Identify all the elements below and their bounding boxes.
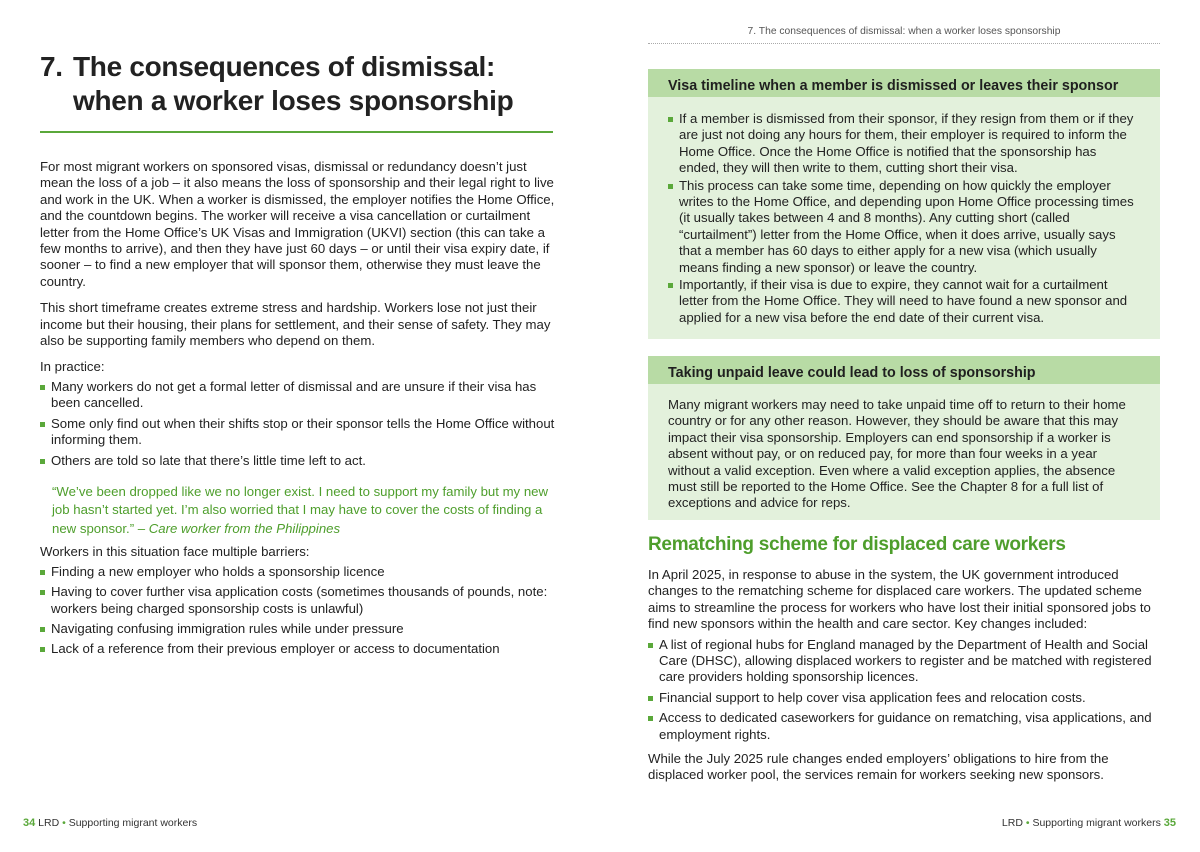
list-item: Lack of a reference from their previous employer or access to documentation	[40, 641, 555, 657]
section-title: Rematching scheme for displaced care workers	[648, 534, 1066, 555]
timeline-list	[668, 111, 1140, 326]
title-divider	[40, 131, 553, 133]
quote-text: “We’ve been dropped like we no longer exist. I need to support my family but my new job hasn’t started yet. I’m also worried that I may have to cover the costs of finding a new sponsor.” –	[52, 483, 549, 536]
list-item: Importantly, if their visa is due to expire, they cannot wait for a curtailment letter from the Home Office. They will need to have found a new sponsor and applied for a new visa before the end date of their current visa.	[668, 277, 1140, 326]
running-head-divider	[648, 43, 1160, 44]
chapter-number: 7.	[40, 51, 63, 82]
barriers-list	[40, 564, 555, 658]
list-item: Finding a new employer who holds a sponsorship licence	[40, 564, 555, 580]
left-column	[40, 159, 555, 662]
chapter-title	[40, 50, 552, 118]
list-item: Some only find out when their shifts stop or their sponsor tells the Home Office without informing them.	[40, 416, 555, 449]
footer-publication: Supporting migrant workers	[68, 817, 198, 829]
section-intro: In April 2025, in response to abuse in the system, the UK government introduced changes to the rematching scheme for displaced care workers. The updated scheme aims to streamline the process for workers who have lost their initial sponsored jobs to find new sponsors within the health and care sector. Key changes included:	[648, 567, 1151, 632]
footer-publisher: LRD	[38, 817, 60, 829]
list-item: Many workers do not get a formal letter of dismissal and are unsure if their visa has been cancelled.	[40, 379, 555, 412]
list-item: A list of regional hubs for England managed by the Department of Health and Social Care (DHSC), allowing displaced workers to register and be matched with registered care providers holding sponsorship licences.	[648, 637, 1163, 686]
intro-paragraph: For most migrant workers on sponsored visas, dismissal or redundancy doesn’t just mean the loss of a job – it also means the loss of sponsorship and their legal right to live and work in the UK. When a worker is dismissed, the employer notifies the Home Office, and the countdown begins. The worker will receive a visa cancellation or curtailment letter from the Home Office’s UK Visas and Immigration (UKVI) section (this can take a few months to arrive), and then they have just 60 days – or until their visa expiry date, if sooner – to find a new employer that will sponsor them, otherwise they must leave the country.	[40, 159, 555, 289]
list-item: Navigating confusing immigration rules while under pressure	[40, 621, 555, 637]
right-footer	[1002, 817, 1176, 829]
box-body: Many migrant workers may need to take unpaid time off to return to their home country or for any other reason. However, they should be aware that this may impact their visa sponsorship. Employers can end sponsorship if a worker is absent without pay, or on reduced pay, for more than four weeks in a year without a valid exception. Even where a valid exception applies, the absence must still be reported to the Home Office. See the Chapter 8 for a full list of exceptions and advice for reps.	[668, 397, 1126, 511]
box-body	[648, 97, 1160, 337]
footer-publisher: LRD	[1001, 817, 1023, 829]
list-item: Others are told so late that there’s little time left to act.	[40, 453, 555, 469]
page-number: 35	[1163, 817, 1176, 829]
section-outro: While the July 2025 rule changes ended employers’ obligations to hire from the displaced worker pool, the services remain for workers seeking new sponsors.	[648, 751, 1109, 783]
footer-bullet: •	[62, 817, 66, 829]
footer-bullet: •	[1025, 817, 1030, 829]
key-changes-list	[648, 637, 1163, 743]
box-title: Visa timeline when a member is dismissed or leaves their sponsor	[648, 69, 1160, 97]
list-item: Having to cover further visa application costs (sometimes thousands of pounds, note: workers being charged sponsorship costs is unlawful)	[40, 584, 555, 617]
unpaid-leave-box	[648, 356, 1160, 520]
box-title: Taking unpaid leave could lead to loss of sponsorship	[648, 356, 1160, 384]
list-item: Financial support to help cover visa application fees and relocation costs.	[648, 690, 1163, 706]
rematching-section	[648, 567, 1163, 788]
list-item: Access to dedicated caseworkers for guidance on rematching, visa applications, and employment rights.	[648, 710, 1163, 743]
footer-publication: Supporting migrant workers	[1032, 817, 1161, 829]
visa-timeline-box	[648, 69, 1160, 339]
list-item: This process can take some time, depending on how quickly the employer writes to the Home Office, and depending upon Home Office processing times (it usually takes between 4 and 8 months). Any cutting short (called “curtailment”) letter from the Home Office, when it does arrive, usually says that a member has 60 days to either apply for a new visa (which usually means finding a new sponsor) or leave the country.	[668, 178, 1140, 276]
left-footer	[23, 817, 197, 829]
barriers-intro: Workers in this situation face multiple barriers:	[40, 544, 310, 560]
hardship-paragraph: This short timeframe creates extreme stress and hardship. Workers lose not just their income but their housing, their plans for settlement, and their sense of safety. They may also be supporting family members who depend on them.	[40, 300, 551, 349]
right-page	[600, 0, 1200, 852]
practice-list	[40, 379, 555, 469]
page-number: 34	[23, 817, 36, 829]
worker-quote	[40, 483, 555, 539]
running-head: 7. The consequences of dismissal: when a worker loses sponsorship	[747, 26, 1061, 37]
in-practice-label: In practice:	[40, 359, 105, 375]
quote-attribution: Care worker from the Philippines	[148, 520, 341, 536]
list-item: If a member is dismissed from their sponsor, if they resign from them or if they are just not doing any hours for them, their employer is required to inform the Home Office. Once the Home Office is notified that the sponsorship has ended, they will then write to them, cutting short their visa.	[668, 111, 1140, 177]
chapter-title-text: The consequences of dismissal: when a worker loses sponsorship	[73, 51, 514, 116]
